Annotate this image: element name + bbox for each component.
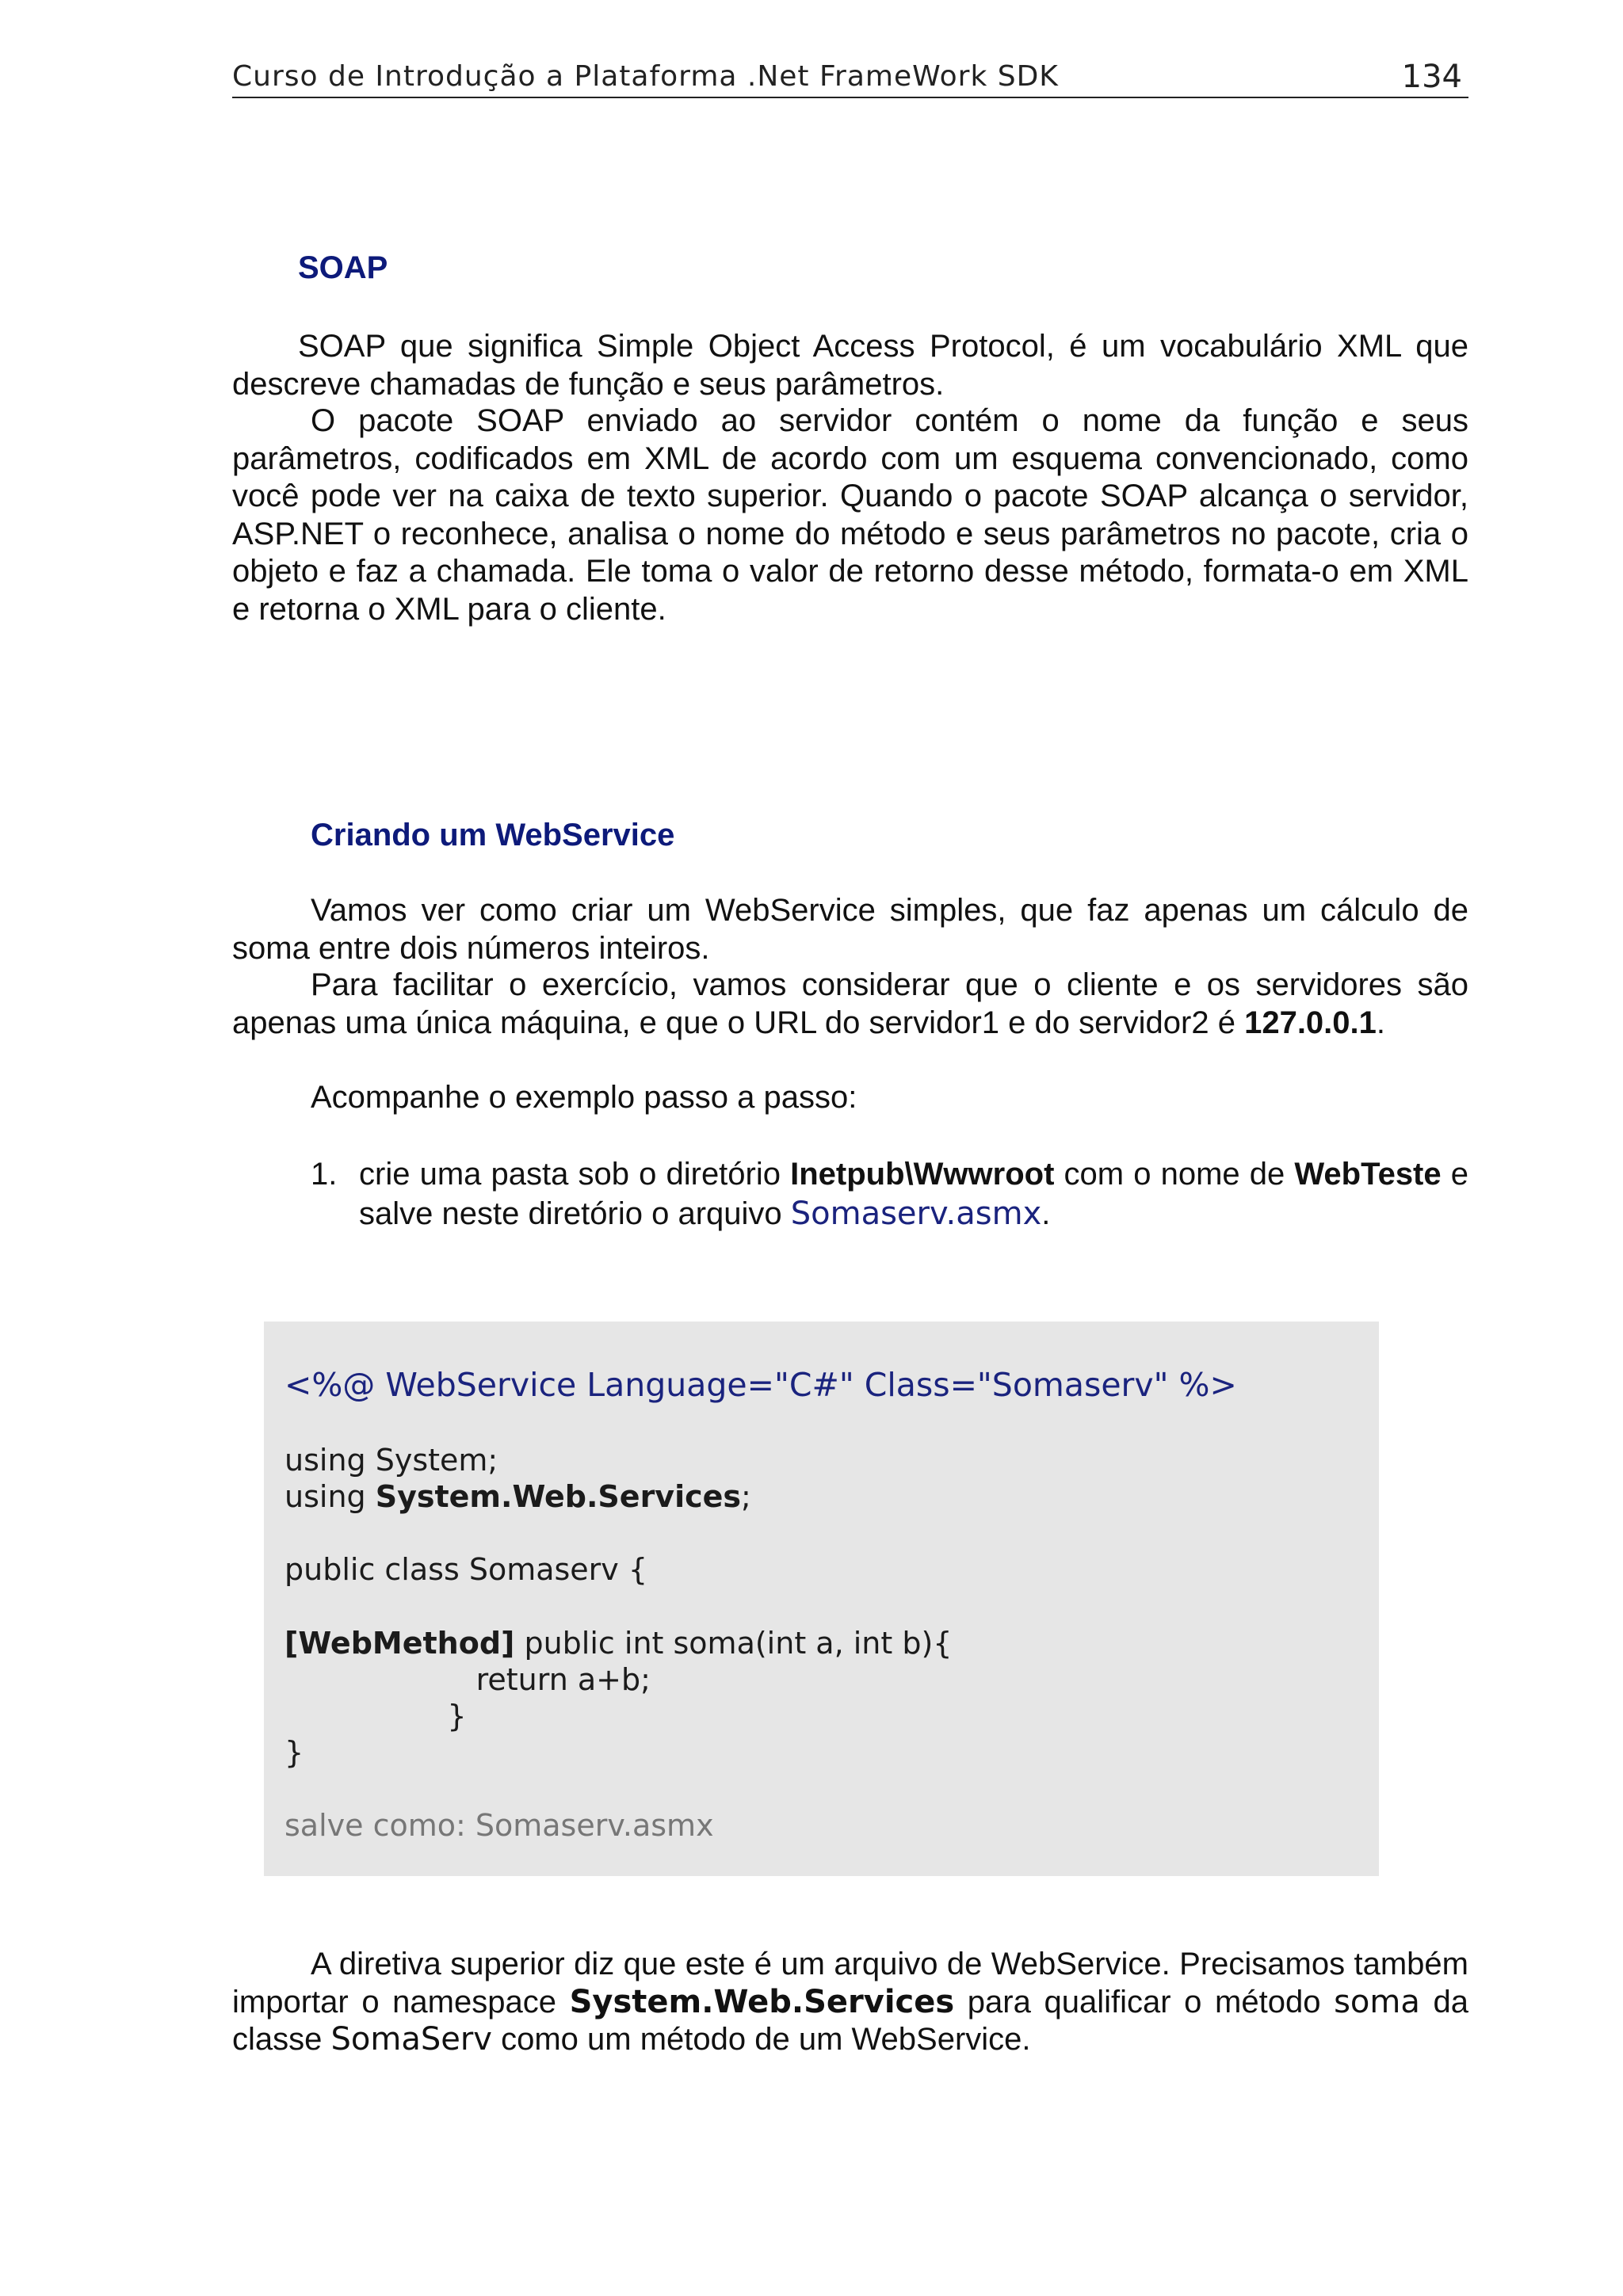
code-using-keyword: using xyxy=(285,1479,376,1514)
code-webmethod-attribute: [WebMethod] xyxy=(285,1626,515,1661)
final-text-2: para qualificar o método xyxy=(954,1984,1335,2019)
soap-paragraph-2 xyxy=(232,402,1468,628)
code-caption: salve como: Somaserv.asmx xyxy=(285,1808,714,1843)
page-number: 134 xyxy=(1401,59,1462,95)
criando-p2-end: . xyxy=(1376,1005,1386,1040)
code-close-method: } xyxy=(285,1699,467,1733)
code-using-system: using System; xyxy=(285,1443,498,1478)
final-text-3: da classe xyxy=(232,1984,1469,2057)
step-text xyxy=(359,1154,1468,1234)
criando-paragraph-2 xyxy=(232,967,1468,1042)
header-title: Curso de Introdução a Plataforma .Net FrameWork SDK xyxy=(232,60,1059,93)
step-text-3: e salve neste diretório o arquivo xyxy=(359,1157,1468,1231)
server-ip: 127.0.0.1 xyxy=(1244,1005,1377,1040)
code-close-class: } xyxy=(285,1735,304,1770)
directory-name: Inetpub\Wwwroot xyxy=(790,1157,1055,1192)
criando-paragraph-1 xyxy=(232,892,1468,967)
final-text-4: como um método de um WebService. xyxy=(491,2022,1031,2057)
criando-p2-text: Para facilitar o exercício, vamos considerar que o cliente e os servidores são apenas uma única máquina, e que o URL do servidor1 e do servidor2 é xyxy=(232,967,1468,1040)
step-text-4: . xyxy=(1041,1196,1051,1231)
soap-p2-text: O pacote SOAP enviado ao servidor contém o nome da função e seus parâmetros, codificados em XML de acordo com um esquema convencionado, como você pode ver na caixa de texto superior. Quando o pacote SOAP alcança o servidor, ASP.NET o reconhece, analisa o nome do método e seus parâmetros no pacote, cria o objeto e faz a chamada. Ele toma o valor de retorno desse método, formata-o em XML e retorna o XML para o cliente. xyxy=(232,403,1468,627)
step-number: 1. xyxy=(311,1157,338,1192)
code-method-declaration xyxy=(285,1626,953,1661)
folder-name: WebTeste xyxy=(1294,1157,1442,1192)
section-heading-soap: SOAP xyxy=(298,250,388,285)
code-method-signature: public int soma(int a, int b){ xyxy=(514,1626,953,1661)
code-return-statement: return a+b; xyxy=(285,1662,651,1697)
page-header xyxy=(232,54,1468,98)
final-class-name: SomaServ xyxy=(330,2021,492,2058)
soap-paragraph-1 xyxy=(232,328,1468,403)
step-text-1: crie uma pasta sob o diretório xyxy=(359,1157,791,1192)
final-namespace: System.Web.Services xyxy=(569,1983,955,2020)
code-directive: <%@ WebService Language="C#" Class="Somaserv" %> xyxy=(285,1366,1237,1404)
final-paragraph xyxy=(232,1946,1468,2059)
final-text-1: A diretiva superior diz que este é um arquivo de WebService. Precisamos também importar o namespace xyxy=(232,1947,1468,2019)
criando-p1-text: Vamos ver como criar um WebService simples, que faz apenas um cálculo de soma entre dois números inteiros. xyxy=(232,893,1468,966)
soap-p1-text: SOAP que significa Simple Object Access Protocol, é um vocabulário XML que descreve chamadas de função e seus parâmetros. xyxy=(232,329,1468,402)
criando-paragraph-3: Acompanhe o exemplo passo a passo: xyxy=(311,1080,857,1115)
section-heading-criando: Criando um WebService xyxy=(311,818,675,852)
code-using-services xyxy=(285,1479,751,1514)
file-name: Somaserv.asmx xyxy=(790,1196,1042,1232)
step-text-2: com o nome de xyxy=(1054,1157,1295,1192)
code-namespace: System.Web.Services xyxy=(375,1479,742,1514)
code-listing xyxy=(264,1322,1379,1876)
code-semicolon: ; xyxy=(741,1479,751,1514)
final-method-name: soma xyxy=(1334,1983,1420,2020)
code-class-declaration: public class Somaserv { xyxy=(285,1552,648,1587)
